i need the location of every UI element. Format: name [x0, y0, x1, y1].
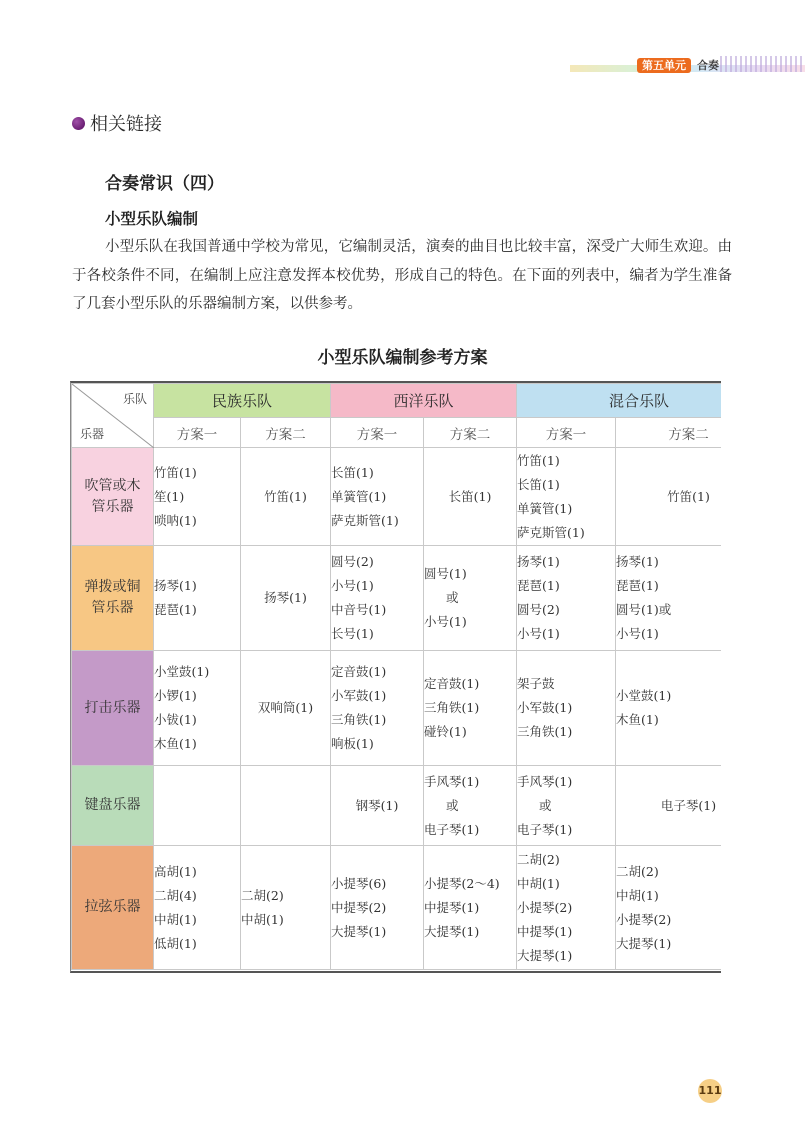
instrument-entry: 中胡(1) [154, 911, 197, 927]
instrument-cell [616, 546, 721, 651]
instrument-entry: 定音鼓(1) [331, 664, 387, 679]
body-paragraph: 小型乐队在我国普通中学校为常见，它编制灵活，演奏的曲目也比较丰富，深受广大师生欢迎。由于各校条件不同，在编制上应注意发挥本校优势，形成自己的特色。在下面的列表中，编者为学生准备了几套小型乐队的乐器编制方案，以供参考。 [72, 239, 732, 312]
instrument-entry: 竹笛(1) [517, 452, 560, 468]
instrument-cell [517, 766, 616, 846]
table-corner-cell [72, 384, 154, 448]
instrument-cell [331, 546, 424, 651]
instrument-cell [616, 651, 721, 766]
instrument-cell [424, 546, 517, 651]
instrument-entry: 二胡(2) [241, 887, 284, 903]
instrument-entry: 圆号(1)或 [616, 602, 672, 617]
instrument-entry: 长笛(1) [331, 464, 374, 480]
instrument-entry: 小提琴(2) [616, 911, 672, 927]
plan-header: 方案一 [331, 418, 424, 448]
instrument-entry: 电子琴(1) [660, 797, 717, 813]
instrument-entry: 小号(1) [517, 626, 560, 641]
instrument-entry: 琵琶(1) [616, 578, 659, 593]
instrument-entry: 木鱼(1) [616, 712, 659, 727]
instrument-entry: 二胡(2) [517, 851, 560, 867]
subtitle: 合奏常识（四） [105, 174, 224, 194]
instrument-entry: 手风琴(1) [517, 773, 573, 789]
instrument-entry: 双响筒(1) [257, 700, 314, 715]
category-cell: 键盘乐器 [72, 766, 154, 846]
instrument-entry: 或 [446, 590, 459, 605]
unit-name: 合奏 [697, 59, 719, 72]
instrument-entry: 竹笛(1) [154, 464, 197, 480]
instrument-cell [241, 448, 331, 546]
corner-instrument-label: 乐器 [80, 427, 105, 441]
instrument-cell [331, 651, 424, 766]
unit-badge: 第五单元 [637, 58, 691, 73]
instrument-cell [154, 846, 241, 970]
instrument-entry: 小提琴(2) [517, 899, 573, 915]
instrument-cell [154, 448, 241, 546]
instrument-cell [331, 448, 424, 546]
instrument-entry: 中胡(1) [616, 887, 659, 903]
instrument-entry: 钢琴(1) [355, 797, 399, 813]
group-header-national: 民族乐队 [154, 384, 331, 418]
instrument-cell [154, 546, 241, 651]
instrument-cell [331, 846, 424, 970]
bullet-dot-icon [72, 117, 85, 130]
instrument-entry: 三角铁(1) [424, 700, 480, 715]
instrument-cell [424, 846, 517, 970]
table-body [72, 448, 722, 970]
table-title: 小型乐队编制参考方案 [317, 348, 488, 368]
instrument-entry: 中胡(1) [517, 875, 560, 891]
instrument-entry: 架子鼓 [517, 676, 555, 691]
instrument-entry: 小号(1) [331, 578, 374, 593]
instrument-entry: 萨克斯管(1) [517, 524, 585, 540]
instrument-entry: 小军鼓(1) [331, 688, 387, 703]
corner-band-label: 乐队 [122, 392, 147, 406]
instrument-entry: 电子琴(1) [424, 821, 480, 837]
instrument-entry: 萨克斯管(1) [331, 512, 399, 528]
instrument-entry: 圆号(2) [331, 554, 374, 569]
section-heading [72, 111, 162, 135]
band-table-container [70, 381, 721, 973]
instrument-cell [241, 546, 331, 651]
instrument-cell [241, 766, 331, 846]
instrument-entry: 笙(1) [154, 488, 185, 504]
plan-header: 方案二 [616, 418, 721, 448]
instrument-entry: 三角铁(1) [517, 724, 573, 739]
instrument-cell [517, 651, 616, 766]
instrument-entry: 长笛(1) [448, 488, 492, 504]
instrument-entry: 三角铁(1) [331, 712, 387, 727]
instrument-entry: 小堂鼓(1) [616, 688, 672, 703]
instrument-entry: 小堂鼓(1) [154, 664, 210, 679]
instrument-cell [517, 448, 616, 546]
plan-header: 方案二 [241, 418, 331, 448]
instrument-cell [424, 448, 517, 546]
instrument-entry: 小钹(1) [154, 712, 197, 727]
section-title: 相关链接 [90, 114, 162, 135]
instrument-entry: 小提琴(2～4) [424, 875, 500, 891]
instrument-entry: 琵琶(1) [154, 602, 197, 617]
instrument-cell [616, 766, 721, 846]
instrument-entry: 或 [446, 797, 459, 813]
instrument-entry: 圆号(1) [424, 566, 467, 581]
instrument-entry: 或 [539, 797, 552, 813]
category-cell: 拉弦乐器 [72, 846, 154, 970]
instrument-entry: 竹笛(1) [667, 488, 710, 504]
instrument-cell [424, 766, 517, 846]
instrument-entry: 琵琶(1) [517, 578, 560, 593]
group-header-western: 西洋乐队 [331, 384, 517, 418]
table-row [72, 546, 722, 651]
instrument-entry: 扬琴(1) [264, 590, 307, 605]
table-row [72, 766, 722, 846]
instrument-entry: 低胡(1) [154, 935, 197, 951]
instrument-entry: 碰铃(1) [424, 724, 467, 739]
plan-header: 方案二 [424, 418, 517, 448]
instrument-entry: 中提琴(1) [517, 923, 573, 939]
table-row [72, 448, 722, 546]
plan-header: 方案一 [154, 418, 241, 448]
instrument-entry: 中音号(1) [331, 602, 387, 617]
instrument-entry: 唢呐(1) [154, 512, 197, 528]
instrument-entry: 高胡(1) [154, 863, 197, 879]
instrument-cell [517, 846, 616, 970]
instrument-entry: 扬琴(1) [616, 554, 659, 569]
instrument-entry: 圆号(2) [517, 602, 560, 617]
instrument-entry: 手风琴(1) [424, 773, 480, 789]
instrument-entry: 大提琴(1) [616, 935, 672, 951]
instrument-cell [154, 766, 241, 846]
instrument-cell [616, 448, 721, 546]
band-table [71, 383, 721, 970]
instrument-entry: 大提琴(1) [424, 923, 480, 939]
instrument-entry: 大提琴(1) [517, 947, 573, 963]
instrument-cell [424, 651, 517, 766]
instrument-entry: 扬琴(1) [154, 578, 197, 593]
instrument-entry: 竹笛(1) [264, 488, 307, 504]
table-row [72, 651, 722, 766]
header-decoration [720, 56, 805, 72]
instrument-entry: 单簧管(1) [517, 500, 573, 516]
instrument-entry: 大提琴(1) [331, 923, 387, 939]
category-cell: 打击乐器 [72, 651, 154, 766]
instrument-cell [154, 651, 241, 766]
table-row [72, 846, 722, 970]
instrument-cell [241, 846, 331, 970]
instrument-entry: 单簧管(1) [331, 488, 387, 504]
instrument-cell [616, 846, 721, 970]
instrument-entry: 中胡(1) [241, 911, 284, 927]
instrument-entry: 二胡(2) [616, 863, 659, 879]
instrument-entry: 响板(1) [331, 736, 374, 751]
header-strip [560, 56, 805, 76]
instrument-cell [331, 766, 424, 846]
instrument-cell [241, 651, 331, 766]
instrument-entry: 小号(1) [424, 614, 467, 629]
instrument-entry: 小号(1) [616, 626, 659, 641]
plan-header: 方案一 [517, 418, 616, 448]
instrument-entry: 二胡(4) [154, 887, 197, 903]
category-cell: 弹拨或铜 管乐器 [72, 546, 154, 651]
instrument-entry: 定音鼓(1) [424, 676, 480, 691]
category-cell: 吹管或木 管乐器 [72, 448, 154, 546]
instrument-entry: 长笛(1) [517, 476, 560, 492]
group-header-mixed: 混合乐队 [517, 384, 721, 418]
instrument-entry: 小军鼓(1) [517, 700, 573, 715]
instrument-entry: 中提琴(1) [424, 899, 480, 915]
instrument-entry: 长号(1) [331, 626, 374, 641]
instrument-entry: 木鱼(1) [154, 736, 197, 751]
instrument-entry: 小锣(1) [154, 688, 197, 703]
instrument-entry: 扬琴(1) [517, 554, 560, 569]
instrument-entry: 小提琴(6) [331, 875, 387, 891]
instrument-cell [517, 546, 616, 651]
instrument-entry: 中提琴(2) [331, 899, 387, 915]
topic-title: 小型乐队编制 [105, 210, 199, 228]
page-number: 111 [698, 1079, 722, 1103]
instrument-entry: 电子琴(1) [517, 821, 573, 837]
